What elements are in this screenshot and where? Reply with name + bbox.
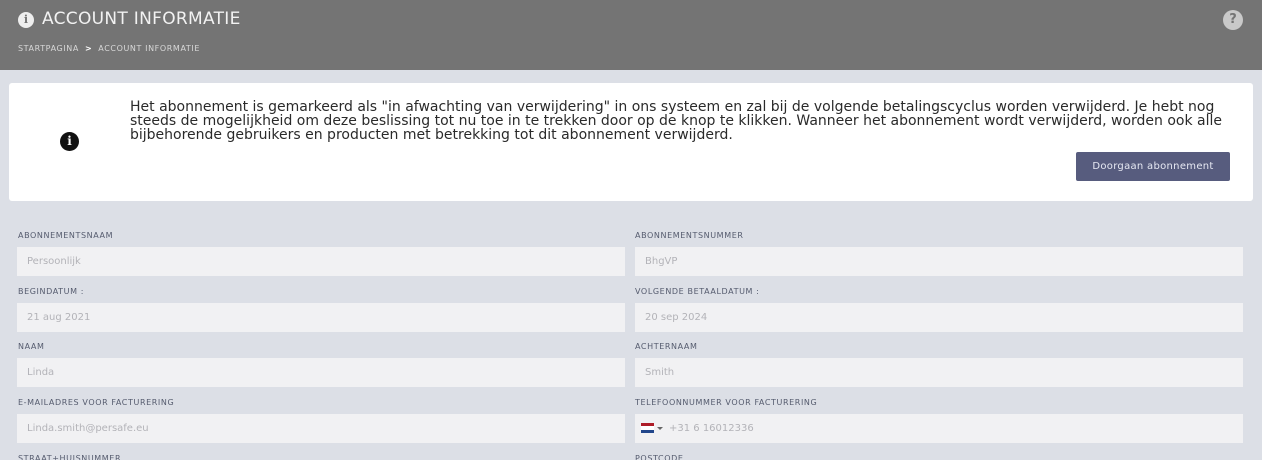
info-icon: i <box>18 12 34 28</box>
next-payment-date-label: VOLGENDE BETAALDATUM : <box>635 287 760 296</box>
subscription-number-label: ABONNEMENTSNUMMER <box>635 231 744 240</box>
country-dropdown-caret-icon[interactable] <box>657 427 663 430</box>
billing-phone-input[interactable] <box>669 414 1229 443</box>
billing-email-label: E-MAILADRES VOOR FACTURERING <box>18 398 175 407</box>
breadcrumb-current: ACCOUNT INFORMATIE <box>98 44 200 53</box>
page-header <box>0 0 1262 70</box>
start-date-label: BEGINDATUM : <box>18 287 85 296</box>
breadcrumb <box>18 44 200 53</box>
next-payment-date-field[interactable] <box>635 303 1243 332</box>
continue-subscription-button[interactable]: Doorgaan abonnement <box>1076 152 1230 181</box>
start-date-field[interactable] <box>17 303 625 332</box>
first-name-label: NAAM <box>18 342 45 351</box>
billing-email-field[interactable] <box>17 414 625 443</box>
info-icon: i <box>60 132 79 151</box>
postcode-label: POSTCODE <box>635 454 684 460</box>
help-icon[interactable]: ? <box>1223 10 1243 30</box>
page-title: ACCOUNT INFORMATIE <box>42 9 241 29</box>
netherlands-flag-icon[interactable] <box>641 423 654 433</box>
subscription-name-label: ABONNEMENTSNAAM <box>18 231 114 240</box>
notice-text: Het abonnement is gemarkeerd als "in afwachting van verwijdering" in ons systeem en zal bij de volgende betalingscyclus worden verwijderd. Je hebt nog steeds de mogelijkheid om deze beslissing tot nu toe in te trekken door op de knop te klikken. Wanneer het abonnement wordt verwijderd, worden ook alle bijbehorende gebruikers en producten met betrekking tot dit abonnement verwijderd. <box>130 99 1223 143</box>
street-label: STRAAT+HUISNUMMER <box>18 454 122 460</box>
first-name-field[interactable] <box>17 358 625 387</box>
subscription-number-field[interactable] <box>635 247 1243 276</box>
breadcrumb-separator-icon: > <box>84 44 93 53</box>
billing-phone-label: TELEFOONNUMMER VOOR FACTURERING <box>635 398 818 407</box>
breadcrumb-home-link[interactable]: STARTPAGINA <box>18 44 79 53</box>
billing-phone-field <box>635 414 1243 443</box>
last-name-label: ACHTERNAAM <box>635 342 698 351</box>
subscription-name-field[interactable] <box>17 247 625 276</box>
deletion-notice <box>9 83 1253 201</box>
last-name-field[interactable] <box>635 358 1243 387</box>
